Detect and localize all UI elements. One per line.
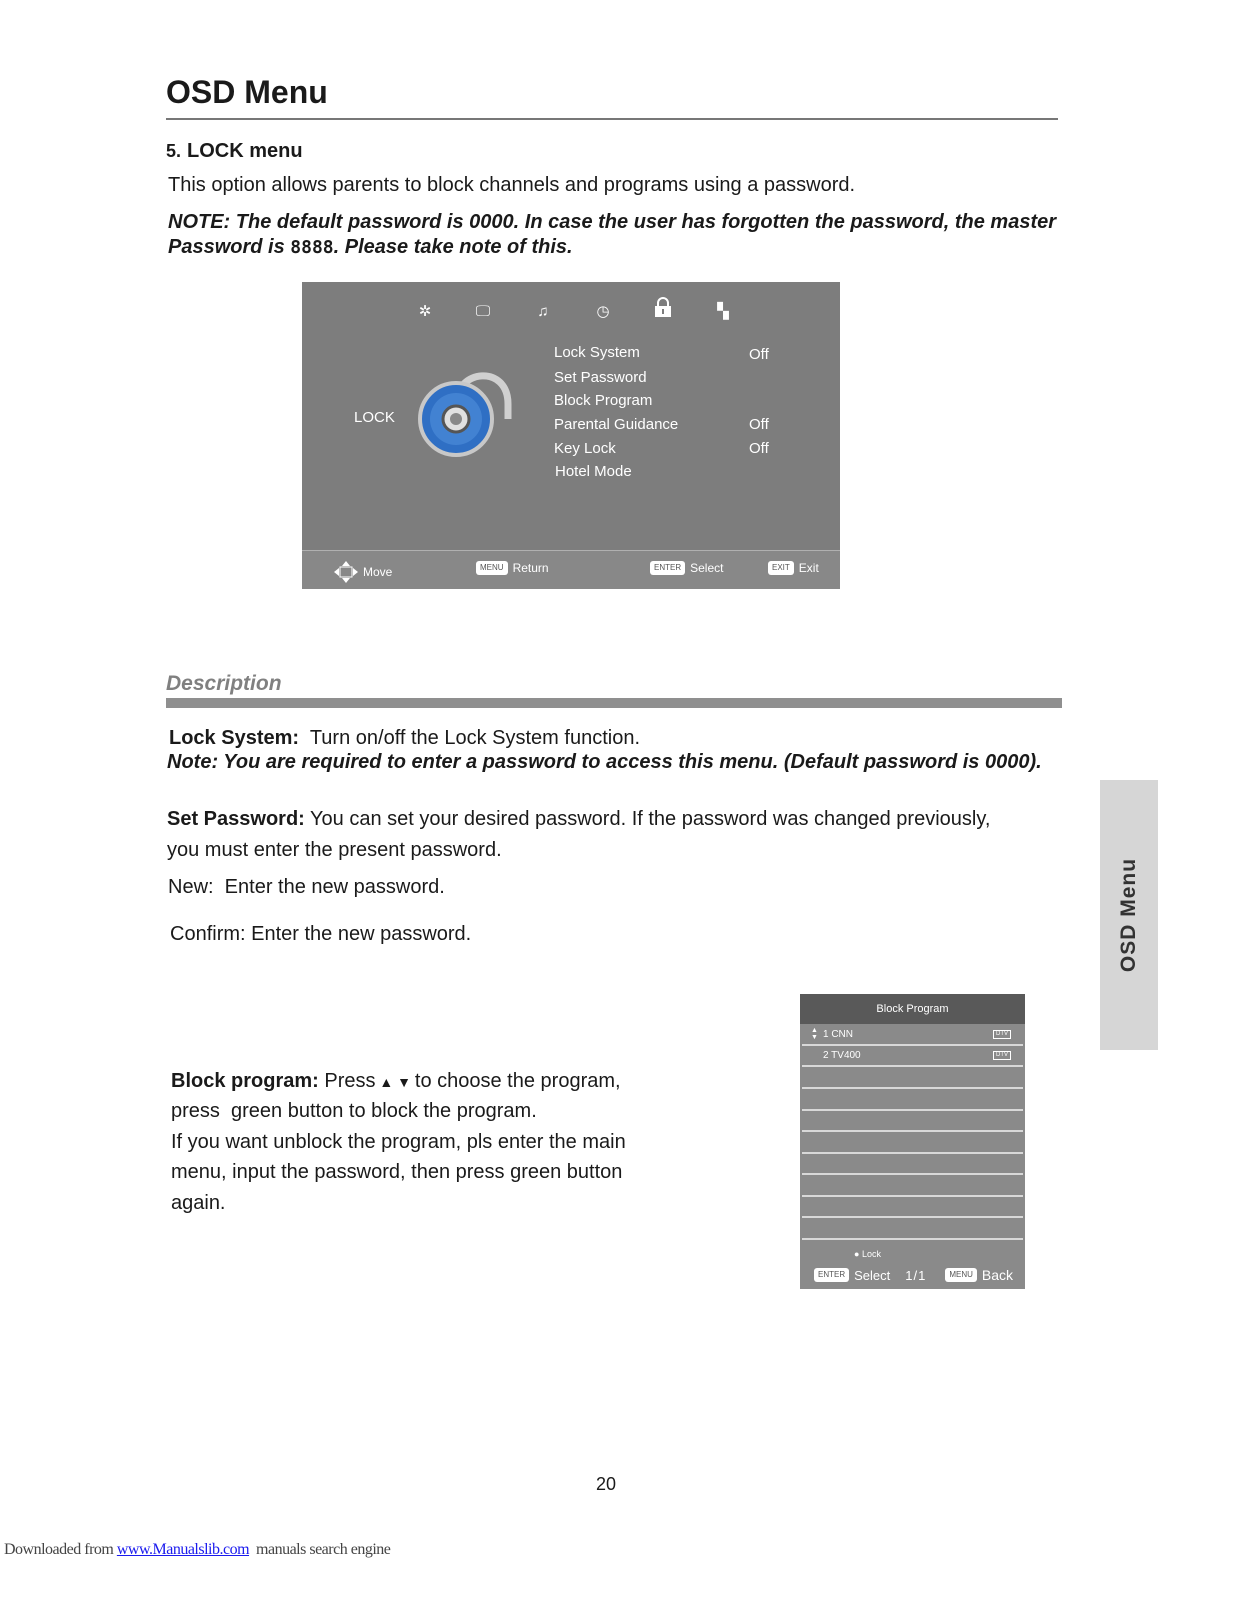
menu-key[interactable]: MENU: [945, 1268, 977, 1282]
lock-dot-icon: ●: [854, 1249, 860, 1259]
menu-item-set-password[interactable]: Set Password: [554, 369, 647, 386]
footer-select[interactable]: [650, 561, 723, 575]
exit-label: Exit: [798, 561, 819, 575]
channel-row[interactable]: [802, 1025, 1023, 1046]
set-password-term: Set Password:: [167, 808, 305, 830]
osd-section-label: LOCK: [354, 409, 395, 426]
empty-row: [802, 1197, 1023, 1218]
download-source: [4, 1541, 390, 1559]
menu-item-hotel-mode[interactable]: Hotel Mode: [555, 463, 632, 480]
block-text-line-2: press green button to block the program.: [171, 1100, 537, 1122]
empty-row: [802, 1133, 1023, 1154]
source-prefix: Downloaded from: [4, 1541, 117, 1558]
block-program-title: Block Program: [800, 994, 1025, 1024]
master-password: 8888: [290, 237, 334, 258]
password-note: [168, 210, 1068, 260]
set-password-desc: [167, 808, 990, 831]
source-suffix: manuals search engine: [249, 1541, 391, 1558]
enter-key: ENTER: [650, 561, 685, 575]
note-text-1: NOTE: The default password is 0000. In case the user has forgotten the password, the master Password is: [168, 211, 1057, 258]
block-text-line-3: If you want unblock the program, pls enter the main: [171, 1131, 626, 1153]
padlock-graphic: [416, 364, 516, 464]
channel-name: 1 CNN: [823, 1029, 854, 1040]
lock-legend: [854, 1249, 881, 1259]
osd-footer: [302, 550, 840, 589]
title-divider: [166, 118, 1058, 120]
parental-guidance-value: Off: [749, 416, 769, 433]
dtv-badge: DTV: [993, 1030, 1011, 1039]
channel-name: 2 TV400: [823, 1050, 861, 1061]
menu-key: MENU: [476, 561, 508, 575]
empty-row: [802, 1176, 1023, 1197]
page-indicator: 1/1: [905, 1267, 927, 1283]
note-text-2: . Please take note of this.: [333, 236, 573, 258]
scroll-arrows-icon: ▲ ▼: [811, 1027, 818, 1041]
menu-item-block-program[interactable]: Block Program: [554, 392, 653, 409]
section-number: 5.: [166, 141, 182, 161]
block-program-footer: [814, 1267, 1013, 1283]
description-bar: [166, 698, 1062, 708]
block-program-desc: [171, 1070, 621, 1093]
source-link[interactable]: www.Manualslib.com: [116, 1541, 250, 1558]
lock-legend-label: Lock: [861, 1249, 881, 1259]
side-tab-label: OSD Menu: [1117, 857, 1140, 973]
up-down-arrows-icon: ▲ ▼: [375, 1074, 415, 1090]
page-title: OSD Menu: [166, 74, 328, 110]
footer-move: [334, 561, 392, 583]
block-program-term: Block program:: [171, 1070, 319, 1092]
channel-row[interactable]: [802, 1046, 1023, 1067]
select-label: Select: [854, 1267, 891, 1283]
menu-item-key-lock[interactable]: Key Lock: [554, 440, 616, 457]
block-program-panel: [800, 994, 1025, 1289]
block-text-choose: to choose the program,: [414, 1070, 621, 1092]
osd-lock-screen: [302, 282, 840, 589]
section-heading: [166, 140, 303, 163]
set-password-text-2: you must enter the present password.: [167, 839, 502, 861]
enter-key[interactable]: ENTER: [814, 1268, 849, 1282]
clock-icon[interactable]: ◷: [596, 302, 610, 320]
lock-system-desc: [169, 727, 640, 750]
block-text-press: Press: [324, 1070, 376, 1092]
empty-row: [802, 1111, 1023, 1132]
key-lock-value: Off: [749, 440, 769, 457]
new-password-line: New: Enter the new password.: [168, 876, 445, 898]
display-icon[interactable]: 🖵: [475, 302, 491, 320]
lock-icon[interactable]: [652, 296, 674, 318]
move-label: Move: [363, 565, 393, 579]
return-label: Return: [512, 561, 549, 575]
grid-icon[interactable]: ▚: [717, 302, 729, 320]
block-text-line-4: menu, input the password, then press green button: [171, 1161, 623, 1183]
menu-item-parental-guidance[interactable]: Parental Guidance: [554, 416, 679, 433]
lock-system-term: Lock System:: [169, 727, 300, 749]
empty-row: [802, 1154, 1023, 1175]
empty-row: [802, 1068, 1023, 1089]
back-label: Back: [981, 1267, 1014, 1283]
exit-key: EXIT: [768, 561, 794, 575]
section-title: LOCK menu: [187, 140, 303, 162]
empty-row: [802, 1090, 1023, 1111]
intro-text: This option allows parents to block channels and programs using a password.: [168, 174, 856, 196]
footer-exit[interactable]: [768, 561, 819, 575]
description-heading: Description: [166, 672, 282, 695]
move-arrows-icon: [334, 561, 358, 583]
section-side-tab: [1100, 780, 1158, 1050]
select-label: Select: [690, 561, 724, 575]
settings-icon[interactable]: ✲: [418, 302, 432, 320]
music-icon[interactable]: ♫: [537, 302, 549, 320]
confirm-password-line: Confirm: Enter the new password.: [170, 923, 472, 945]
osd-tab-icons: [412, 300, 732, 322]
lock-system-note: Note: You are required to enter a password to access this menu. (Default password is 0000).: [167, 751, 1042, 773]
empty-row: [802, 1219, 1023, 1240]
menu-item-lock-system[interactable]: Lock System: [554, 344, 640, 361]
footer-return[interactable]: [476, 561, 549, 575]
lock-system-text: Turn on/off the Lock System function.: [309, 727, 641, 749]
block-text-line-5: again.: [171, 1192, 226, 1214]
lock-system-value: Off: [749, 346, 769, 363]
page-number: 20: [595, 1474, 617, 1494]
dtv-badge: DTV: [993, 1051, 1011, 1060]
set-password-text: You can set your desired password. If the password was changed previously,: [310, 808, 991, 830]
